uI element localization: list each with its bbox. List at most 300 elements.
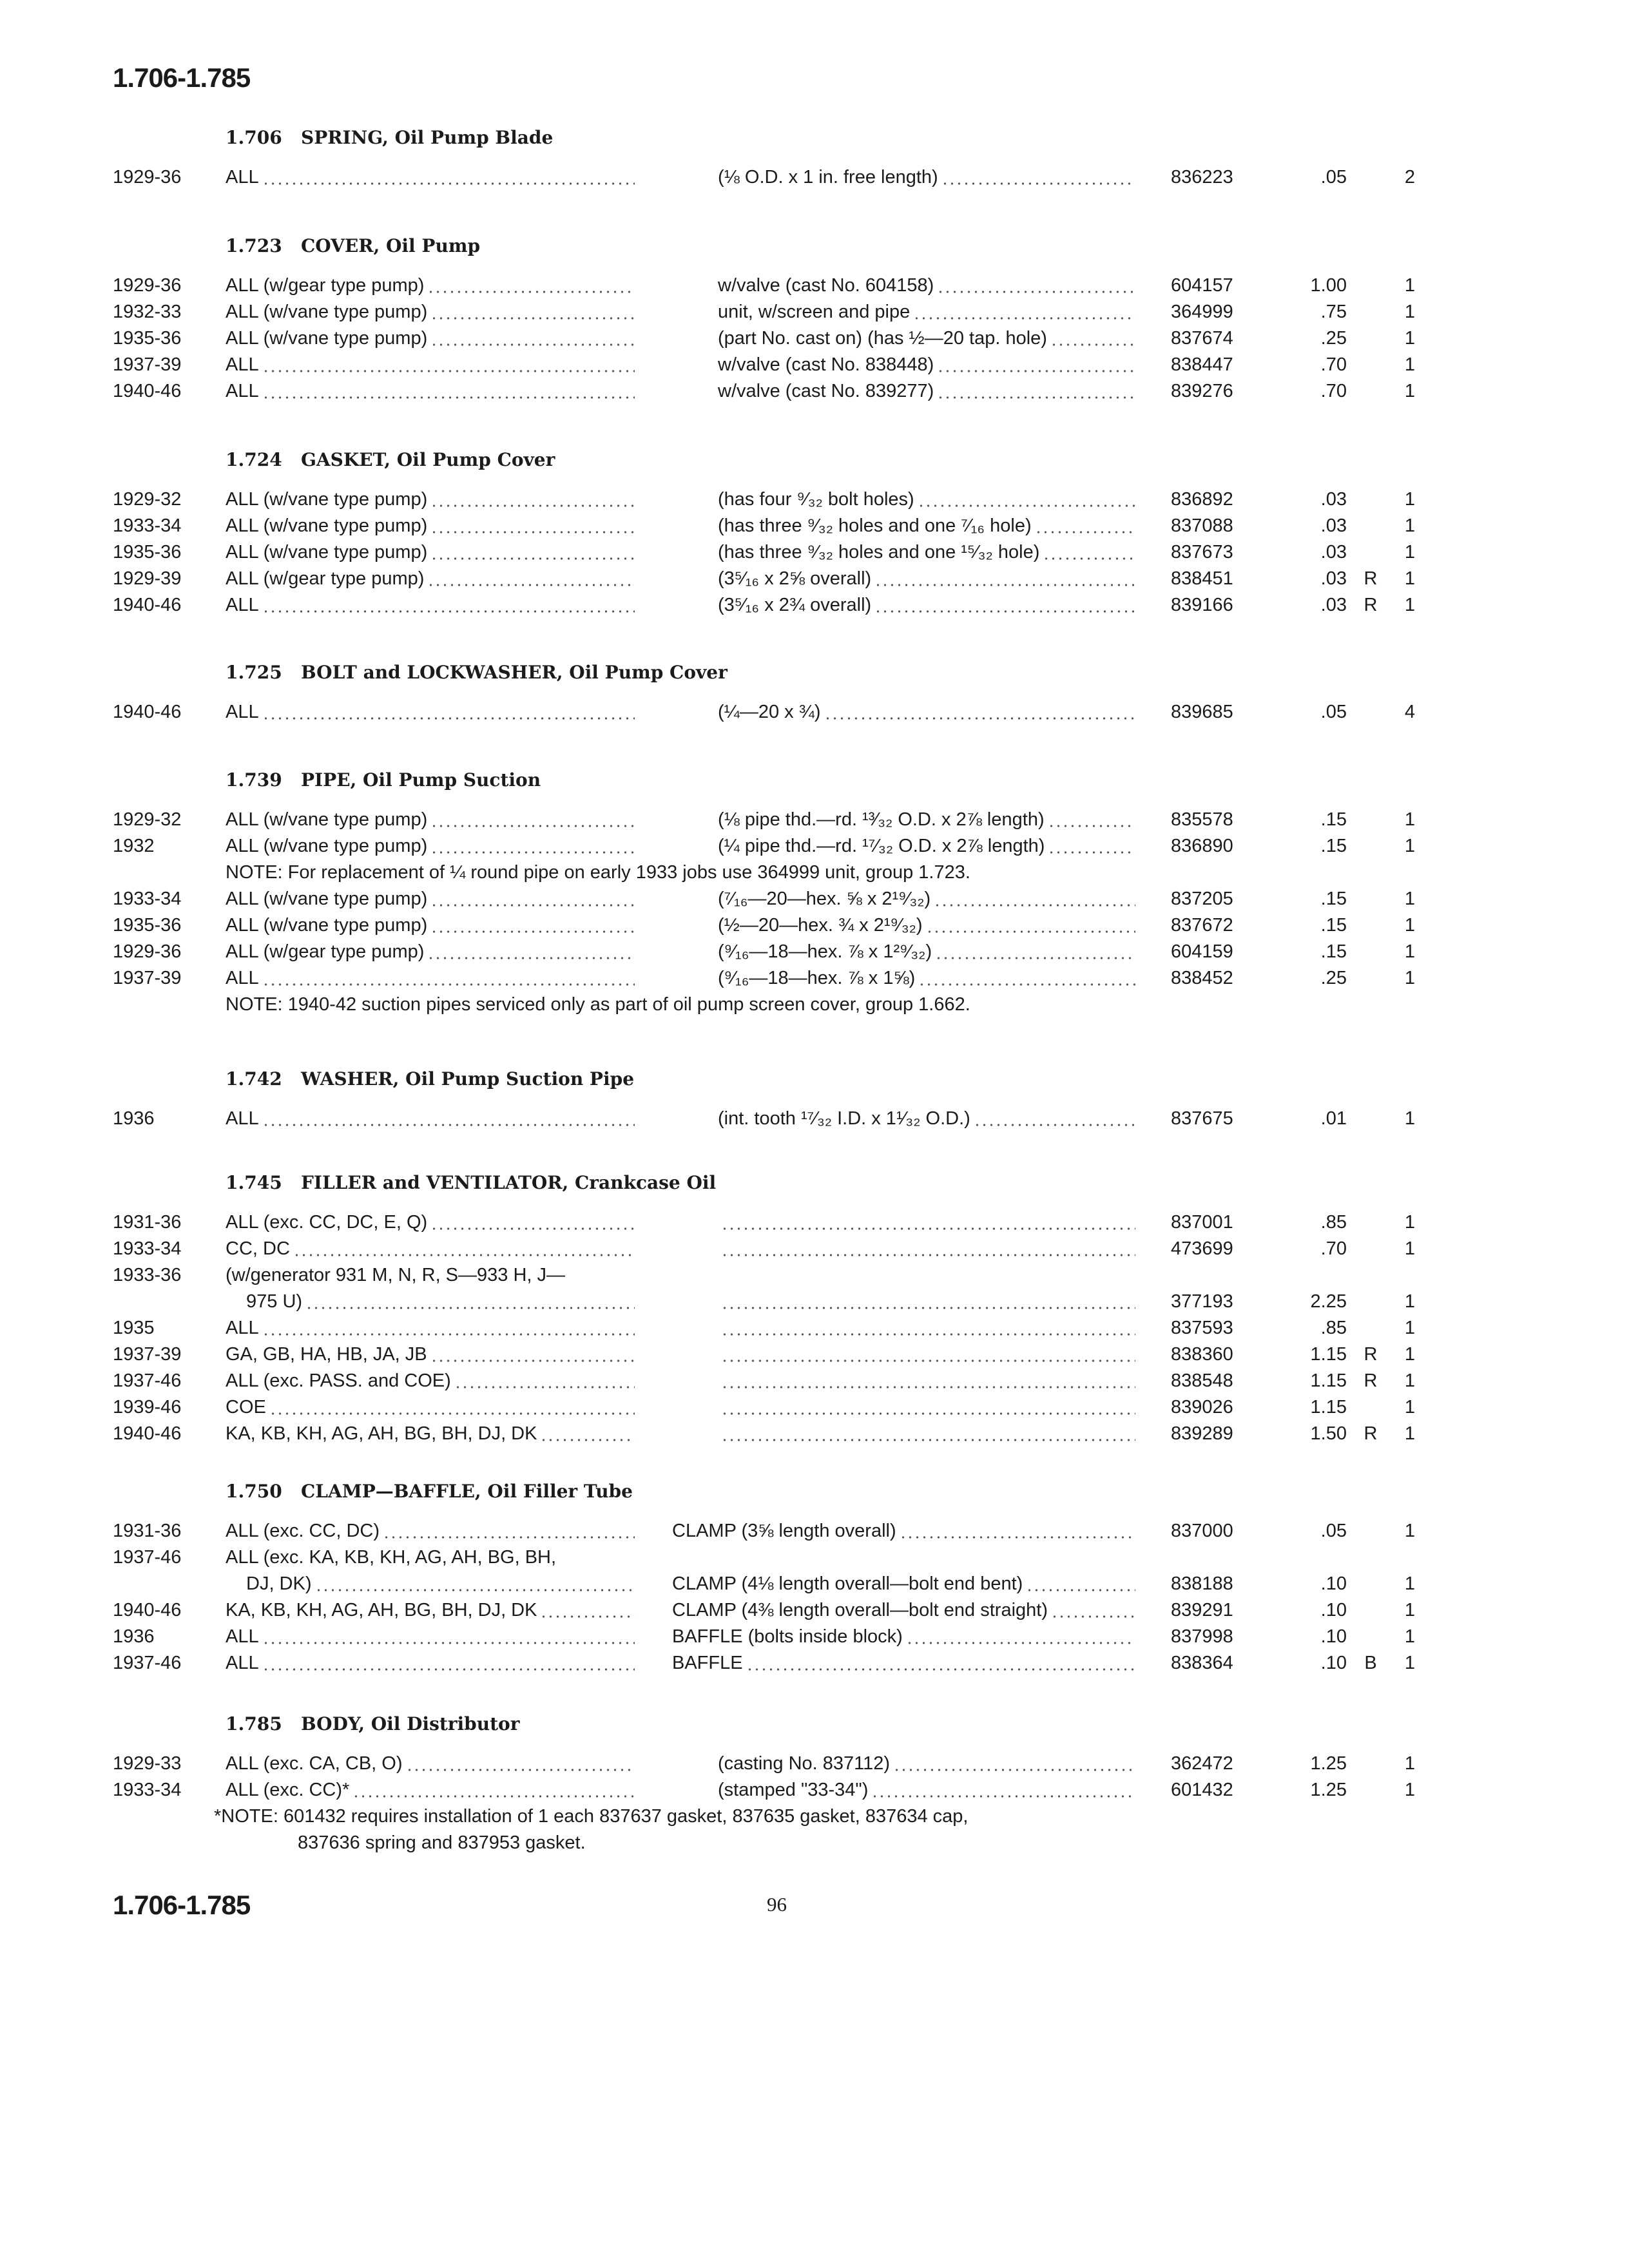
- dot-leader: [430, 486, 635, 513]
- dot-leader: [430, 299, 635, 325]
- description: [226, 912, 635, 939]
- description-text: ALL (w/vane type pump): [226, 328, 428, 349]
- dot-leader: [1035, 513, 1135, 539]
- years: 1937-39: [113, 1344, 182, 1365]
- note-row: [0, 860, 1629, 886]
- price: 1.15: [1310, 1397, 1347, 1418]
- description: [226, 1262, 635, 1289]
- description-text: ALL (w/vane type pump): [226, 809, 428, 830]
- dot-leader: [262, 699, 635, 726]
- quantity: 1: [1404, 1626, 1416, 1647]
- detail-text: (has four ⁹⁄₃₂ bolt holes): [718, 489, 914, 510]
- years: 1932-33: [113, 302, 182, 322]
- description-text: ALL (w/gear type pump): [226, 568, 425, 589]
- dot-leader: [540, 1421, 635, 1447]
- parts-row: [0, 1544, 1629, 1571]
- description: [226, 539, 635, 566]
- description-text: ALL (w/gear type pump): [226, 941, 425, 962]
- years: 1937-46: [113, 1547, 182, 1568]
- price: .15: [1320, 941, 1347, 962]
- parts-row: [0, 513, 1629, 539]
- dot-leader: [918, 965, 1135, 992]
- years: 1936: [113, 1108, 155, 1129]
- description: [226, 486, 635, 513]
- dot-leader: [937, 273, 1135, 299]
- note-row: [0, 992, 1629, 1018]
- description-text: ALL (w/vane type pump): [226, 542, 428, 562]
- dot-leader: [926, 912, 1135, 939]
- years: 1929-36: [113, 167, 182, 187]
- price: .15: [1320, 836, 1347, 856]
- description-text: ALL: [226, 1318, 259, 1338]
- section-title: WASHER, Oil Pump Suction Pipe: [301, 1068, 635, 1090]
- description-text: ALL: [226, 381, 259, 401]
- dot-leader: [430, 1341, 635, 1368]
- quantity: 1: [1404, 1780, 1416, 1800]
- description-text: KA, KB, KH, AG, AH, BG, BH, DJ, DK: [226, 1423, 537, 1444]
- note-text: 837636 spring and 837953 gasket.: [298, 1832, 586, 1853]
- description: [226, 833, 635, 860]
- description-text: 975 U): [246, 1291, 303, 1312]
- price: .85: [1320, 1212, 1347, 1233]
- description-text: ALL (w/vane type pump): [226, 889, 428, 909]
- price: .10: [1320, 1600, 1347, 1620]
- dot-leader: [913, 299, 1135, 325]
- detail-text: w/valve (cast No. 838448): [718, 354, 934, 375]
- quantity: 1: [1404, 1573, 1416, 1594]
- quantity: 1: [1404, 1344, 1416, 1365]
- section-title: PIPE, Oil Pump Suction: [301, 769, 541, 791]
- description: [226, 965, 635, 992]
- description-text: ALL: [226, 167, 259, 187]
- dot-leader: [262, 378, 635, 405]
- parts-row: [0, 1209, 1629, 1236]
- section-1-745: [0, 1169, 1629, 1447]
- part-number: 838364: [1171, 1653, 1233, 1673]
- parts-row: [0, 1394, 1629, 1421]
- parts-row: [0, 352, 1629, 378]
- price: .05: [1320, 702, 1347, 722]
- section-title: BOLT and LOCKWASHER, Oil Pump Cover: [301, 662, 728, 683]
- description: [226, 513, 635, 539]
- dot-leader: [871, 1777, 1135, 1803]
- years: 1935-36: [113, 542, 182, 562]
- section-1-750: [0, 1478, 1629, 1677]
- quantity: 1: [1404, 1521, 1416, 1541]
- section-1-785: [0, 1711, 1629, 1856]
- dot-leader: [427, 939, 635, 965]
- description-text: ALL (w/vane type pump): [226, 836, 428, 856]
- dot-leader: [721, 1341, 1135, 1368]
- description: [226, 1624, 635, 1650]
- years: 1937-39: [113, 968, 182, 988]
- price: .25: [1320, 968, 1347, 988]
- detail: [718, 1751, 1135, 1777]
- detail: [672, 1650, 1135, 1677]
- price: .10: [1320, 1573, 1347, 1594]
- detail-text: (part No. cast on) (has ½—20 tap. hole): [718, 328, 1047, 349]
- description-text: ALL (w/gear type pump): [226, 275, 425, 296]
- detail: [672, 1571, 1135, 1597]
- dot-leader: [262, 1624, 635, 1650]
- quantity: 1: [1404, 968, 1416, 988]
- parts-row: [0, 939, 1629, 965]
- detail: [718, 912, 1135, 939]
- part-number: 839026: [1171, 1397, 1233, 1418]
- quantity: 1: [1404, 1212, 1416, 1233]
- dot-leader: [262, 965, 635, 992]
- part-number: 837205: [1171, 889, 1233, 909]
- years: 1935: [113, 1318, 155, 1338]
- years: 1933-36: [113, 1265, 182, 1285]
- parts-row: [0, 1571, 1629, 1597]
- price: 1.25: [1310, 1780, 1347, 1800]
- quantity: 1: [1404, 889, 1416, 909]
- years: 1940-46: [113, 702, 182, 722]
- quantity: 1: [1404, 515, 1416, 536]
- price: .70: [1320, 381, 1347, 401]
- years: 1940-46: [113, 1600, 182, 1620]
- part-number: 837593: [1171, 1318, 1233, 1338]
- dot-leader: [430, 912, 635, 939]
- description-text: ALL (w/vane type pump): [226, 489, 428, 510]
- quantity: 1: [1404, 1653, 1416, 1673]
- dot-leader: [721, 1368, 1135, 1394]
- detail-text: (⁹⁄₁₆—18—hex. ⅞ x 1²⁹⁄₃₂): [718, 941, 932, 962]
- dot-leader: [262, 1315, 635, 1341]
- description: [226, 1751, 635, 1777]
- dot-leader: [1043, 539, 1135, 566]
- parts-row: [0, 1341, 1629, 1368]
- description-text: ALL: [226, 595, 259, 615]
- description-text: ALL (w/vane type pump): [226, 302, 428, 322]
- quantity: 1: [1404, 1397, 1416, 1418]
- dot-leader: [430, 833, 635, 860]
- description-text: ALL: [226, 968, 259, 988]
- dot-leader: [721, 1289, 1135, 1315]
- detail: [718, 1315, 1135, 1341]
- years: 1933-34: [113, 515, 182, 536]
- price: 2.25: [1310, 1291, 1347, 1312]
- part-number: 838548: [1171, 1370, 1233, 1391]
- detail: [672, 1518, 1135, 1544]
- price: .03: [1320, 595, 1347, 615]
- part-number: 838452: [1171, 968, 1233, 988]
- part-number: 837674: [1171, 328, 1233, 349]
- section-heading: [0, 124, 1629, 151]
- section-heading: [0, 233, 1629, 259]
- quantity: 1: [1404, 595, 1416, 615]
- years: 1931-36: [113, 1212, 182, 1233]
- detail: [718, 699, 1135, 726]
- dot-leader: [1048, 807, 1135, 833]
- section-title: GASKET, Oil Pump Cover: [301, 449, 555, 470]
- parts-row: [0, 566, 1629, 592]
- section-title: BODY, Oil Distributor: [301, 1713, 520, 1735]
- detail-text: w/valve (cast No. 839277): [718, 381, 934, 401]
- quantity: 1: [1404, 1600, 1416, 1620]
- section-number: 1.739: [226, 769, 282, 791]
- quantity: 1: [1404, 836, 1416, 856]
- parts-row: [0, 299, 1629, 325]
- part-number: 838188: [1171, 1573, 1233, 1594]
- parts-row: [0, 1262, 1629, 1289]
- note-row: [0, 1803, 1629, 1830]
- section-number: 1.723: [226, 235, 282, 256]
- description: [226, 1236, 635, 1262]
- description-text: ALL: [226, 1653, 259, 1673]
- years: 1937-46: [113, 1653, 182, 1673]
- section-heading: [0, 659, 1629, 686]
- part-number: 835578: [1171, 809, 1233, 830]
- parts-row: [0, 965, 1629, 992]
- flag: R: [1364, 1423, 1378, 1444]
- part-number: 364999: [1171, 302, 1233, 322]
- detail: [718, 325, 1135, 352]
- quantity: 1: [1404, 1238, 1416, 1259]
- parts-row: [0, 325, 1629, 352]
- price: .15: [1320, 889, 1347, 909]
- detail-text: (⅛ pipe thd.—rd. ¹³⁄₃₂ O.D. x 2⅞ length): [718, 809, 1045, 830]
- section-number: 1.745: [226, 1172, 282, 1193]
- section-1-706: [0, 124, 1629, 191]
- dot-leader: [430, 807, 635, 833]
- price: .25: [1320, 328, 1347, 349]
- years: 1933-34: [113, 1238, 182, 1259]
- dot-leader: [1048, 833, 1135, 860]
- quantity: 1: [1404, 941, 1416, 962]
- detail: [718, 299, 1135, 325]
- part-number: 837000: [1171, 1521, 1233, 1541]
- note-row: [0, 1830, 1629, 1856]
- detail: [718, 1341, 1135, 1368]
- dot-leader: [315, 1571, 635, 1597]
- section-heading: [0, 1478, 1629, 1504]
- parts-row: [0, 1236, 1629, 1262]
- flag: B: [1364, 1653, 1377, 1673]
- quantity: 1: [1404, 568, 1416, 589]
- description: [226, 1571, 635, 1597]
- parts-row: [0, 273, 1629, 299]
- detail: [718, 965, 1135, 992]
- description: [226, 592, 635, 619]
- parts-row: [0, 1777, 1629, 1803]
- part-number: 836223: [1171, 167, 1233, 187]
- dot-leader: [721, 1315, 1135, 1341]
- price: .03: [1320, 542, 1347, 562]
- description: [226, 378, 635, 405]
- price: .10: [1320, 1626, 1347, 1647]
- price: .15: [1320, 915, 1347, 936]
- detail-text: (has three ⁹⁄₃₂ holes and one ⁷⁄₁₆ hole): [718, 515, 1032, 536]
- years: 1931-36: [113, 1521, 182, 1541]
- part-number: 362472: [1171, 1753, 1233, 1774]
- dot-leader: [721, 1209, 1135, 1236]
- dot-leader: [262, 592, 635, 619]
- section-1-725: [0, 659, 1629, 726]
- detail-text: (int. tooth ¹⁷⁄₃₂ I.D. x 1¹⁄₃₂ O.D.): [718, 1108, 970, 1129]
- detail-text: (⁹⁄₁₆—18—hex. ⅞ x 1⅝): [718, 968, 916, 988]
- quantity: 1: [1404, 328, 1416, 349]
- parts-row: [0, 699, 1629, 726]
- part-number: 839166: [1171, 595, 1233, 615]
- years: 1929-33: [113, 1753, 182, 1774]
- description: [226, 1289, 635, 1315]
- quantity: 1: [1404, 1318, 1416, 1338]
- price: .03: [1320, 489, 1347, 510]
- detail: [718, 486, 1135, 513]
- detail: [718, 352, 1135, 378]
- price: .05: [1320, 167, 1347, 187]
- description-text: ALL: [226, 1108, 259, 1129]
- description: [226, 1518, 635, 1544]
- price: .05: [1320, 1521, 1347, 1541]
- parts-row: [0, 1518, 1629, 1544]
- note-text: *NOTE: 601432 requires installation of 1 each 837637 gasket, 837635 gasket, 837634 cap,: [214, 1806, 969, 1827]
- detail-text: (¼—20 x ¾): [718, 702, 821, 722]
- description-text: KA, KB, KH, AG, AH, BG, BH, DJ, DK: [226, 1600, 537, 1620]
- detail: [718, 886, 1135, 912]
- detail: [718, 164, 1135, 191]
- description: [226, 1597, 635, 1624]
- description: [226, 352, 635, 378]
- detail: [672, 1624, 1135, 1650]
- years: 1929-36: [113, 275, 182, 296]
- dot-leader: [874, 592, 1135, 619]
- detail-text: (casting No. 837112): [718, 1753, 891, 1774]
- price: .03: [1320, 515, 1347, 536]
- detail: [718, 513, 1135, 539]
- section-number: 1.724: [226, 449, 282, 470]
- price: .85: [1320, 1318, 1347, 1338]
- part-number: 837998: [1171, 1626, 1233, 1647]
- description: [226, 1544, 635, 1571]
- description: [226, 164, 635, 191]
- quantity: 1: [1404, 1753, 1416, 1774]
- section-1-724: [0, 447, 1629, 619]
- flag: R: [1364, 568, 1378, 589]
- years: 1939-46: [113, 1397, 182, 1418]
- part-number: 604159: [1171, 941, 1233, 962]
- detail-text: unit, w/screen and pipe: [718, 302, 911, 322]
- quantity: 4: [1404, 702, 1416, 722]
- parts-row: [0, 164, 1629, 191]
- dot-leader: [1050, 325, 1135, 352]
- description: [226, 1106, 635, 1132]
- detail-text: (3⁵⁄₁₆ x 2¾ overall): [718, 595, 872, 615]
- parts-row: [0, 833, 1629, 860]
- dot-leader: [934, 886, 1135, 912]
- parts-row: [0, 592, 1629, 619]
- years: 1940-46: [113, 381, 182, 401]
- dot-leader: [352, 1777, 635, 1803]
- quantity: 2: [1404, 167, 1416, 187]
- years: 1929-36: [113, 941, 182, 962]
- years: 1937-46: [113, 1370, 182, 1391]
- part-number: 601432: [1171, 1780, 1233, 1800]
- years: 1935-36: [113, 328, 182, 349]
- parts-row: [0, 378, 1629, 405]
- description-text: ALL: [226, 354, 259, 375]
- part-number: 837001: [1171, 1212, 1233, 1233]
- detail: [718, 1106, 1135, 1132]
- part-number: 377193: [1171, 1291, 1233, 1312]
- years: 1929-39: [113, 568, 182, 589]
- dot-leader: [721, 1421, 1135, 1447]
- description: [226, 273, 635, 299]
- price: .75: [1320, 302, 1347, 322]
- section-heading: [0, 1711, 1629, 1737]
- description-text: ALL (exc. CC, DC, E, Q): [226, 1212, 428, 1233]
- dot-leader: [406, 1751, 635, 1777]
- description: [226, 1421, 635, 1447]
- part-number: 837673: [1171, 542, 1233, 562]
- dot-leader: [935, 939, 1135, 965]
- price: 1.25: [1310, 1753, 1347, 1774]
- years: 1935-36: [113, 915, 182, 936]
- section-heading: [0, 1169, 1629, 1196]
- description: [226, 699, 635, 726]
- parts-row: [0, 539, 1629, 566]
- note-text: NOTE: For replacement of ¼ round pipe on early 1933 jobs use 364999 unit, group 1.723.: [226, 862, 970, 883]
- detail: [718, 273, 1135, 299]
- price: 1.00: [1310, 275, 1347, 296]
- detail-text: (⁷⁄₁₆—20—hex. ⅝ x 2¹⁹⁄₃₂): [718, 889, 931, 909]
- part-number: 838447: [1171, 354, 1233, 375]
- detail-text: (½—20—hex. ¾ x 2¹⁹⁄₃₂): [718, 915, 923, 936]
- parts-row: [0, 807, 1629, 833]
- description-text: GA, GB, HA, HB, JA, JB: [226, 1344, 427, 1365]
- part-number: 839276: [1171, 381, 1233, 401]
- description-text: ALL (w/vane type pump): [226, 915, 428, 936]
- description-text: COE: [226, 1397, 266, 1418]
- dot-leader: [430, 513, 635, 539]
- detail: [718, 1289, 1135, 1315]
- dot-leader: [427, 273, 635, 299]
- description: [226, 1777, 635, 1803]
- description: [226, 886, 635, 912]
- price: 1.15: [1310, 1370, 1347, 1391]
- dot-leader: [874, 566, 1135, 592]
- price: .70: [1320, 354, 1347, 375]
- price: .70: [1320, 1238, 1347, 1259]
- parts-row: [0, 1289, 1629, 1315]
- dot-leader: [918, 486, 1135, 513]
- quantity: 1: [1404, 302, 1416, 322]
- dot-leader: [454, 1368, 635, 1394]
- description-text: ALL (w/vane type pump): [226, 515, 428, 536]
- description: [226, 1368, 635, 1394]
- page-header-title: 1.706-1.785: [113, 62, 251, 93]
- part-number: 473699: [1171, 1238, 1233, 1259]
- detail: [718, 833, 1135, 860]
- parts-row: [0, 1751, 1629, 1777]
- detail: [718, 539, 1135, 566]
- price: 1.15: [1310, 1344, 1347, 1365]
- section-1-742: [0, 1066, 1629, 1132]
- dot-leader: [540, 1597, 635, 1624]
- dot-leader: [721, 1236, 1135, 1262]
- flag: R: [1364, 1370, 1378, 1391]
- detail: [718, 566, 1135, 592]
- description: [226, 1315, 635, 1341]
- dot-leader: [430, 539, 635, 566]
- dot-leader: [900, 1518, 1135, 1544]
- part-number: 839289: [1171, 1423, 1233, 1444]
- dot-leader: [262, 1650, 635, 1677]
- quantity: 1: [1404, 1370, 1416, 1391]
- dot-leader: [746, 1650, 1135, 1677]
